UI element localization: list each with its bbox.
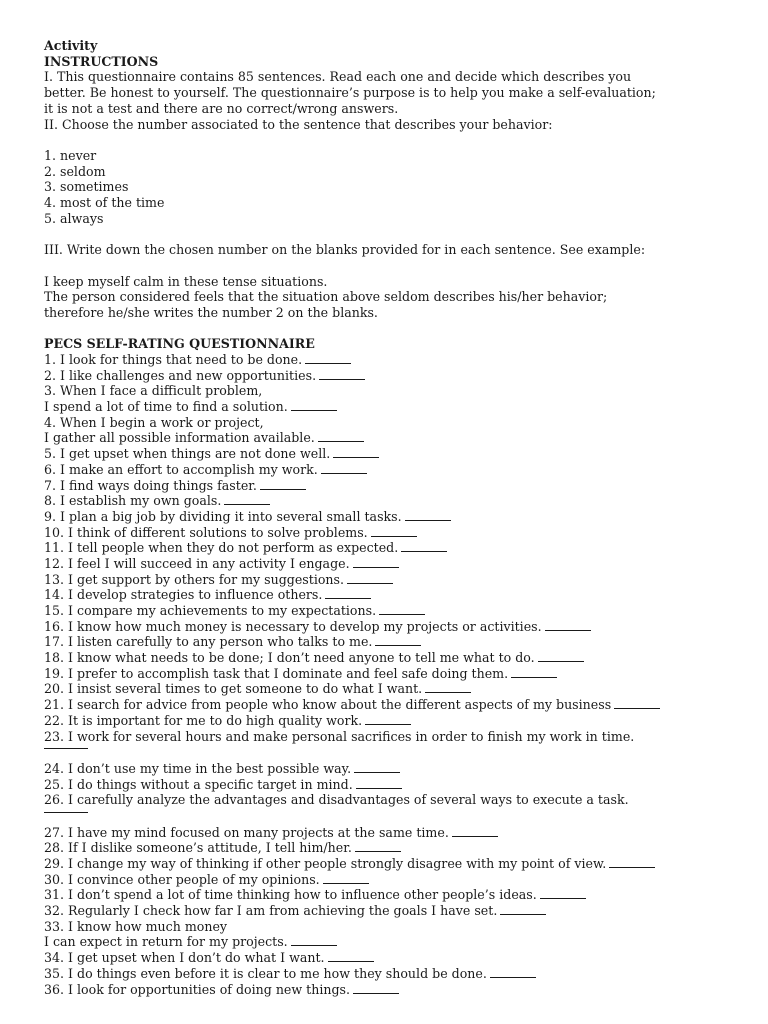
question-item (44, 462, 744, 478)
question-text (44, 446, 744, 462)
question-item (44, 383, 744, 414)
answer-blank[interactable] (538, 650, 584, 662)
question-text (44, 919, 744, 935)
answer-blank[interactable] (325, 587, 371, 599)
question-text-span: I can expect in return for my projects. (44, 934, 288, 950)
question-text-span: 6. I make an effort to accomplish my work. (44, 461, 318, 477)
question-text-span: 15. I compare my achievements to my expectations. (44, 603, 377, 618)
answer-blank[interactable] (321, 462, 367, 474)
question-item (44, 713, 744, 729)
question-text-span: 36. I look for opportunities of doing new things. (44, 981, 351, 997)
question-text-span: 13. I get support by others for my suggestions. (44, 571, 345, 587)
question-item (44, 572, 744, 588)
question-item (44, 540, 744, 556)
question-text (44, 540, 744, 556)
question-text (44, 982, 744, 998)
question-text (44, 697, 744, 713)
question-text-span: 29. I change my way of thinking if other people strongly disagree with my point of view. (44, 856, 607, 871)
answer-blank[interactable] (609, 856, 655, 868)
answer-blank[interactable] (319, 368, 365, 380)
question-text (44, 666, 744, 682)
question-text (44, 903, 744, 919)
question-text (44, 556, 744, 572)
answer-blank[interactable] (401, 540, 447, 552)
question-item (44, 478, 744, 494)
question-item (44, 792, 744, 813)
spacer (44, 132, 744, 148)
instructions-part-2: II. Choose the number associated to the sentence that describes your behavior: (44, 116, 553, 132)
activity-heading: Activity (44, 38, 98, 53)
question-text-continued (44, 934, 744, 950)
question-text (44, 950, 744, 966)
questionnaire-title: PECS SELF-RATING QUESTIONNAIRE (44, 336, 315, 352)
question-text-span: 16. I know how much money is necessary to develop my projects or activities. (44, 618, 542, 634)
instructions-part-1 (44, 69, 744, 116)
instructions-line: better. Be honest to yourself. The questionnaire’s purpose is to help you make a self-evaluation; (44, 85, 656, 101)
question-text-span: 5. I get upset when things are not done well. (44, 446, 331, 462)
answer-blank[interactable] (353, 556, 399, 568)
question-text (44, 493, 744, 509)
answer-blank[interactable] (425, 681, 471, 693)
question-text (44, 619, 744, 635)
question-item (44, 415, 744, 446)
question-text (44, 761, 744, 777)
answer-blank[interactable] (356, 777, 402, 789)
question-item (44, 634, 744, 650)
question-text (44, 966, 744, 982)
instructions-part-3: III. Write down the chosen number on the blanks provided for in each sentence. See example: (44, 242, 646, 258)
answer-blank[interactable] (260, 478, 306, 490)
question-text-span: 8. I establish my own goals. (44, 493, 222, 509)
question-text (44, 478, 744, 494)
question-text (44, 650, 744, 666)
question-item (44, 966, 744, 982)
question-text-span: 7. I find ways doing things faster. (44, 477, 257, 493)
question-text-continued (44, 430, 744, 446)
question-item (44, 352, 744, 368)
question-list (44, 352, 744, 997)
example-line: The person considered feels that the situation above seldom describes his/her behavior; (44, 289, 608, 305)
question-item (44, 872, 744, 888)
question-item (44, 681, 744, 697)
scale-item: 1. never (44, 147, 97, 163)
question-item (44, 368, 744, 384)
question-item (44, 619, 744, 635)
scale-item: 3. sometimes (44, 179, 129, 195)
answer-blank[interactable] (545, 619, 591, 631)
question-item (44, 697, 744, 713)
question-item (44, 556, 744, 572)
answer-blank[interactable] (347, 572, 393, 584)
answer-blank[interactable] (511, 666, 557, 678)
question-text-span: 18. I know what needs to be done; I don’t need anyone to tell me what to do. (44, 650, 535, 666)
question-text (44, 887, 744, 903)
answer-blank[interactable] (354, 761, 400, 773)
answer-blank[interactable] (328, 950, 374, 962)
answer-blank[interactable] (44, 808, 88, 813)
question-text-span: 3. When I face a difficult problem, (44, 383, 263, 399)
question-text (44, 572, 744, 588)
answer-blank[interactable] (500, 903, 546, 915)
question-text-span: 2. I like challenges and new opportunities. (44, 367, 317, 383)
scale-item: 4. most of the time (44, 195, 165, 211)
question-item (44, 903, 744, 919)
question-text (44, 856, 744, 872)
question-text (44, 729, 744, 745)
question-text-span: 31. I don’t spend a lot of time thinking how to influence other people’s ideas. (44, 887, 537, 903)
question-item (44, 650, 744, 666)
scale-item: 2. seldom (44, 163, 106, 179)
question-text-span: 33. I know how much money (44, 918, 228, 934)
question-text (44, 368, 744, 384)
answer-blank[interactable] (224, 493, 270, 505)
question-text-span: 23. I work for several hours and make personal sacrifices in order to finish my work in time. (44, 728, 635, 744)
question-text (44, 509, 744, 525)
question-text (44, 777, 744, 793)
question-item (44, 825, 744, 841)
question-text (44, 587, 744, 603)
question-text (44, 825, 744, 841)
instructions-heading: INSTRUCTIONS (44, 53, 159, 69)
example-line: I keep myself calm in these tense situations. (44, 273, 328, 289)
question-item (44, 509, 744, 525)
answer-blank[interactable] (375, 634, 421, 646)
answer-blank[interactable] (291, 399, 337, 411)
answer-blank[interactable] (490, 966, 536, 978)
question-text (44, 383, 744, 399)
question-item (44, 919, 744, 950)
answer-blank[interactable] (540, 887, 586, 899)
question-text (44, 352, 744, 368)
question-text-span: 10. I think of different solutions to solve problems. (44, 524, 368, 540)
question-text-span: 14. I develop strategies to influence others. (44, 587, 323, 603)
answer-blank[interactable] (614, 697, 660, 709)
answer-blank[interactable] (379, 603, 425, 615)
answer-blank[interactable] (44, 744, 88, 749)
question-text (44, 525, 744, 541)
question-item (44, 887, 744, 903)
question-text-span: 30. I convince other people of my opinions. (44, 871, 320, 887)
answer-blank[interactable] (291, 934, 337, 946)
question-item (44, 777, 744, 793)
question-text (44, 603, 744, 619)
question-text (44, 713, 744, 729)
answer-blank[interactable] (452, 825, 498, 837)
question-text-continued (44, 399, 744, 415)
question-item (44, 493, 744, 509)
question-text (44, 462, 744, 478)
question-text (44, 681, 744, 697)
question-text-span: 1. I look for things that need to be done. (44, 352, 303, 367)
question-text-span: 9. I plan a big job by dividing it into several small tasks. (44, 508, 402, 524)
question-text-span: 27. I have my mind focused on many projects at the same time. (44, 824, 449, 840)
question-text-span: 21. I search for advice from people who know about the different aspects of my business (44, 697, 612, 713)
answer-blank[interactable] (405, 509, 451, 521)
question-text (44, 415, 744, 431)
answer-blank[interactable] (318, 430, 364, 442)
question-text-span: 28. If I dislike someone’s attitude, I tell him/her. (44, 840, 352, 856)
answer-blank[interactable] (355, 840, 401, 852)
question-text-span: 4. When I begin a work or project, (44, 414, 264, 430)
question-text-span: 35. I do things even before it is clear to me how they should be done. (44, 965, 487, 981)
question-text-span: 32. Regularly I check how far I am from achieving the goals I have set. (44, 903, 498, 919)
question-item (44, 587, 744, 603)
question-text-span: 25. I do things without a specific target in mind. (44, 776, 353, 792)
question-item (44, 525, 744, 541)
question-text (44, 840, 744, 856)
question-text (44, 792, 744, 808)
answer-blank[interactable] (371, 525, 417, 537)
question-text-span: 22. It is important for me to do high quality work. (44, 712, 363, 728)
question-text-span: 26. I carefully analyze the advantages and disadvantages of several ways to execute a task. (44, 792, 629, 808)
question-item (44, 603, 744, 619)
answer-blank[interactable] (323, 872, 369, 884)
question-text-span: 11. I tell people when they do not perform as expected. (44, 540, 399, 556)
question-text-span: 34. I get upset when I don’t do what I want. (44, 950, 325, 966)
question-text-span: I spend a lot of time to find a solution. (44, 399, 288, 415)
answer-blank[interactable] (353, 982, 399, 994)
question-item (44, 666, 744, 682)
example-line: therefore he/she writes the number 2 on the blanks. (44, 304, 378, 320)
question-item (44, 729, 744, 750)
question-text-span: 24. I don’t use my time in the best possible way. (44, 760, 352, 776)
question-text (44, 634, 744, 650)
instructions-line: it is not a test and there are no correct/wrong answers. (44, 100, 399, 116)
scale-item: 5. always (44, 210, 104, 226)
question-text-span: 12. I feel I will succeed in any activity I engage. (44, 555, 350, 571)
question-item (44, 840, 744, 856)
instructions-line: I. This questionnaire contains 85 sentences. Read each one and decide which describes you (44, 69, 632, 85)
answer-blank[interactable] (305, 352, 351, 364)
question-text-span: 17. I listen carefully to any person who talks to me. (44, 634, 373, 650)
question-item (44, 761, 744, 777)
spacer (44, 321, 744, 337)
answer-blank[interactable] (333, 446, 379, 458)
question-item (44, 446, 744, 462)
question-text-span: 19. I prefer to accomplish task that I dominate and feel safe doing them. (44, 665, 509, 681)
question-item (44, 950, 744, 966)
question-text-span: I gather all possible information available. (44, 430, 315, 446)
question-text (44, 872, 744, 888)
answer-blank[interactable] (365, 713, 411, 725)
rating-scale-list (44, 148, 744, 227)
question-item (44, 856, 744, 872)
question-text-span: 20. I insist several times to get someone to do what I want. (44, 681, 423, 697)
question-item (44, 982, 744, 998)
document-page (44, 38, 744, 997)
spacer (44, 258, 744, 274)
example-block (44, 274, 744, 321)
spacer (44, 226, 744, 242)
